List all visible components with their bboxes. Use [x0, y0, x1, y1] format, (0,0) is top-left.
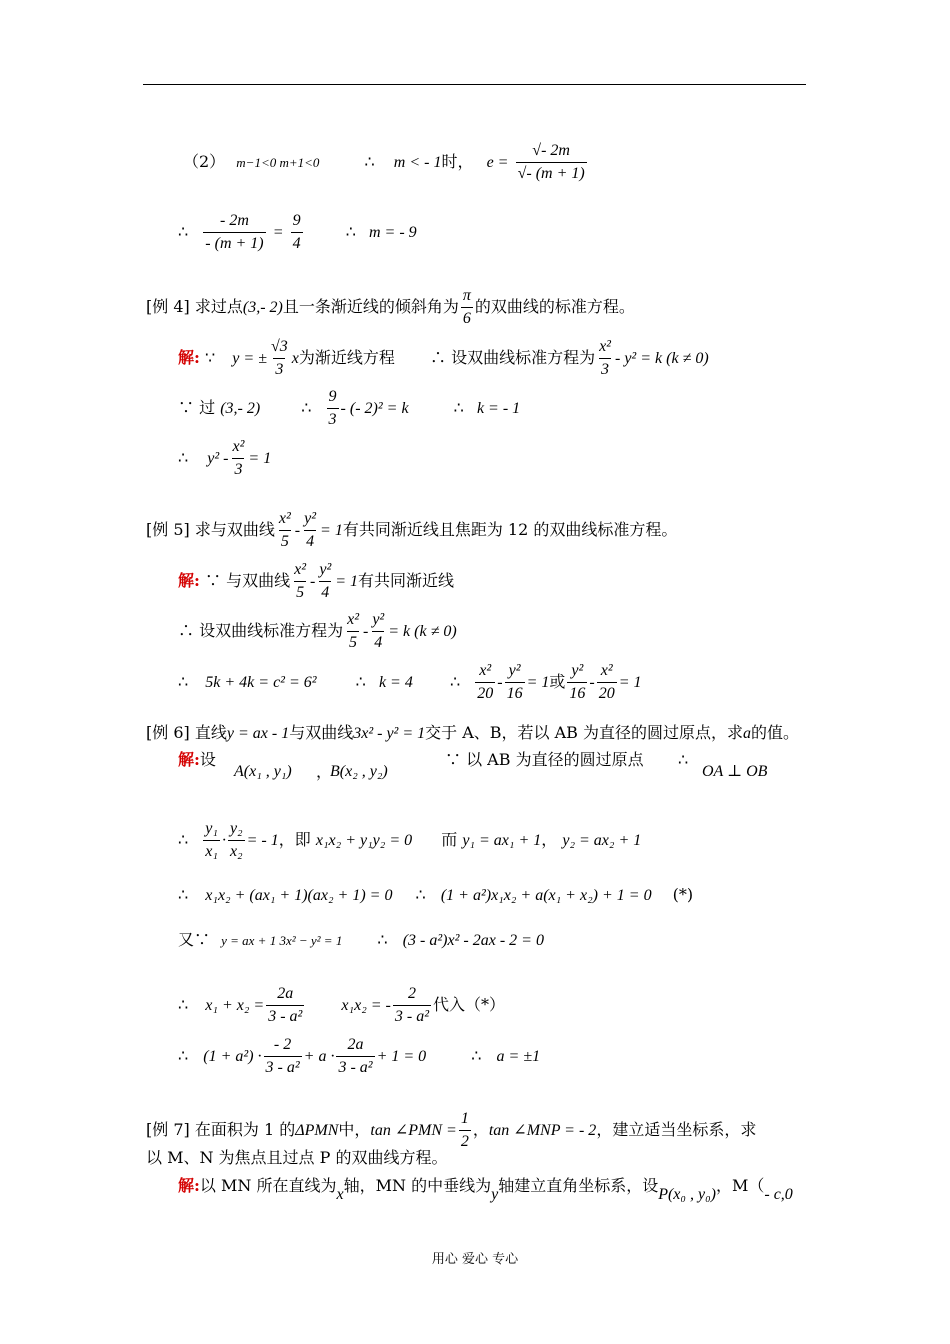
- example-4-solution-1: 解: ∵ y = ± $\frac{√3}{3}$ x为渐近线方程 ∴ 设双曲线标准方程为 $\frac{\text{x²}}{3}$ - y² = k (k ≠ 0): [178, 338, 709, 378]
- point-b: B(x₂ , y₂): [330, 763, 388, 780]
- fraction: $\frac{- 2m}{- (m + 1)}$: [205, 212, 264, 252]
- example-6-title: [例 6] 直线y = ax - 1与双曲线3x² - y² = 1交于 A、B，若以 AB 为直径的圆过原点，求a的值。: [146, 723, 800, 742]
- fraction: $\frac{\text{x²}}{20}$: [477, 662, 494, 702]
- fraction: $\frac{2a}{\text{3 - a²}}$: [338, 1036, 373, 1076]
- example-4-title: [例 4] 求过点(3,- 2)且一条渐近线的倾斜角为 $\frac{\pi}{6}$ 的双曲线的标准方程。: [146, 287, 635, 327]
- example-4-solution-2: ∵ 过 (3,- 2) ∴ $\frac{9}{3}$ - (- 2)² = k ∴ k = - 1: [178, 388, 521, 428]
- example-5-answer: ∴ 5k + 4k = c² = 6² ∴ k = 4 ∴ $\frac{\text{x²}}{20}$ - $\frac{\text{y²}}{16}$ = 1或 $\frac{\text{y²}}{16}$ - $\frac{\text{x²}}{20}$ = 1: [178, 662, 642, 702]
- fraction: $\frac{9}{3}$: [328, 388, 337, 428]
- example-7-title: [例 7] 在面积为 1 的ΔPMN中，tan ∠PMN = $\frac{1}{2}$ ，tan ∠MNP = - 2，建立适当坐标系，求: [146, 1110, 757, 1150]
- fraction: $\frac{\text{y²}}{16}$: [569, 662, 586, 702]
- example-6-solution-3: ∴ x₁x₂ + (ax₁ + 1)(ax₂ + 1) = 0 ∴ (1 + a²)x₁x₂ + a(x₁ + x₂) + 1 = 0 (*): [178, 885, 694, 904]
- fraction: $\frac{\text{x²}}{3}$: [599, 338, 611, 378]
- fraction: $\frac{\text{x²}}{5}$: [347, 611, 359, 651]
- eccentricity-fraction: $\frac{√- 2m}{√- (m + 1)}$: [517, 142, 585, 182]
- fraction: $\frac{\text{y₁}}{\text{x₁}}$: [205, 820, 218, 860]
- example-5-solution-1: 解: ∵ 与双曲线 $\frac{\text{x²}}{5}$ - $\frac{\text{y²}}{4}$ = 1有共同渐近线: [178, 561, 455, 601]
- fraction: $\frac{\pi}{6}$: [462, 287, 471, 327]
- fraction: $\frac{\text{y²}}{4}$: [304, 510, 317, 550]
- example-6-solution-1: 解:设: [178, 750, 216, 769]
- equation-system: y = ax + 1 3x² − y² = 1: [221, 933, 343, 948]
- fraction: $\frac{\text{y²}}{16}$: [506, 662, 523, 702]
- fraction: $\frac{9}{4}$: [292, 212, 301, 252]
- fraction: $\frac{\text{y₂}}{\text{x₂}}$: [229, 820, 243, 860]
- fraction: $\frac{\text{x²}}{5}$: [294, 561, 307, 601]
- point-a: A(x₁ , y₁): [234, 763, 292, 780]
- fraction: $\frac{\text{x²}}{20}$: [598, 662, 615, 702]
- example-4-answer: ∴ y² - $\frac{\text{x²}}{3}$ = 1: [178, 438, 272, 478]
- fraction: $\frac{1}{2}$: [460, 1110, 469, 1150]
- example-6-solution-2: ∴ $\frac{\text{y₁}}{\text{x₁}}$ · $\frac{\text{y₂}}{\text{x₂}}$ = - 1，即 x₁x₂ + y₁y₂ = 0 而 y₁ = ax₁ + 1， y₂ = ax₂ + 1: [178, 820, 642, 860]
- page-footer: 用心 爱心 专心: [431, 1252, 519, 1267]
- example-6-solution-4: 又∵ y = ax + 1 3x² − y² = 1 ∴ (3 - a²)x² - 2ax - 2 = 0: [178, 930, 544, 949]
- example-5-title: [例 5] 求与双曲线 $\frac{\text{x²}}{5}$ - $\frac{\text{y²}}{4}$ = 1有共同渐近线且焦距为 12 的双曲线标准方程。: [146, 510, 678, 550]
- example-7-title-continued: 以 M、N 为焦点且过点 P 的双曲线方程。: [146, 1148, 448, 1167]
- fraction: $\frac{2a}{\text{3 - a²}}$: [268, 985, 303, 1025]
- header-rule: [143, 84, 806, 85]
- fraction: $\frac{2}{\text{3 - a²}}$: [394, 985, 429, 1025]
- perpendicular: OA ⊥ OB: [702, 763, 768, 780]
- example-5-solution-2: ∴ 设双曲线标准方程为 $\frac{\text{x²}}{5}$ - $\frac{\text{y²}}{4}$ = k (k ≠ 0): [178, 611, 457, 651]
- fraction: $\frac{√3}{3}$: [270, 338, 288, 378]
- fraction: $\frac{\text{x²}}{5}$: [278, 510, 291, 550]
- case-2-result: ∴ $\frac{- 2m}{- (m + 1)}$ = $\frac{9}{4}$ ∴ m = - 9: [178, 212, 417, 252]
- fraction: $\frac{\text{y²}}{4}$: [319, 561, 332, 601]
- example-6-answer: ∴ (1 + a²) · $\frac{- 2}{\text{3 - a²}}$ + a · $\frac{2a}{\text{3 - a²}}$ + 1 = 0 ∴ a = ±1: [178, 1036, 541, 1076]
- fraction: $\frac{\text{y²}}{4}$: [372, 611, 385, 651]
- case-2-line: （2） m−1<0 m+1<0 ∴ m < - 1时， e = $\frac{√- 2m}{√- (m + 1)}$: [183, 142, 585, 182]
- inequality-system: m−1<0 m+1<0: [236, 155, 320, 170]
- fraction: $\frac{- 2}{\text{3 - a²}}$: [265, 1036, 300, 1076]
- example-7-solution: 解:以 MN 所在直线为x轴，MN 的中垂线为y轴建立直角坐标系，设P(x₀ , y₀)，M（- c,0: [178, 1176, 793, 1203]
- fraction: $\frac{\text{x²}}{3}$: [232, 438, 245, 478]
- example-6-solution-5: ∴ x₁ + x₂ = $\frac{2a}{\text{3 - a²}}$ x₁x₂ = - $\frac{2}{\text{3 - a²}}$ 代入（*）: [178, 985, 506, 1025]
